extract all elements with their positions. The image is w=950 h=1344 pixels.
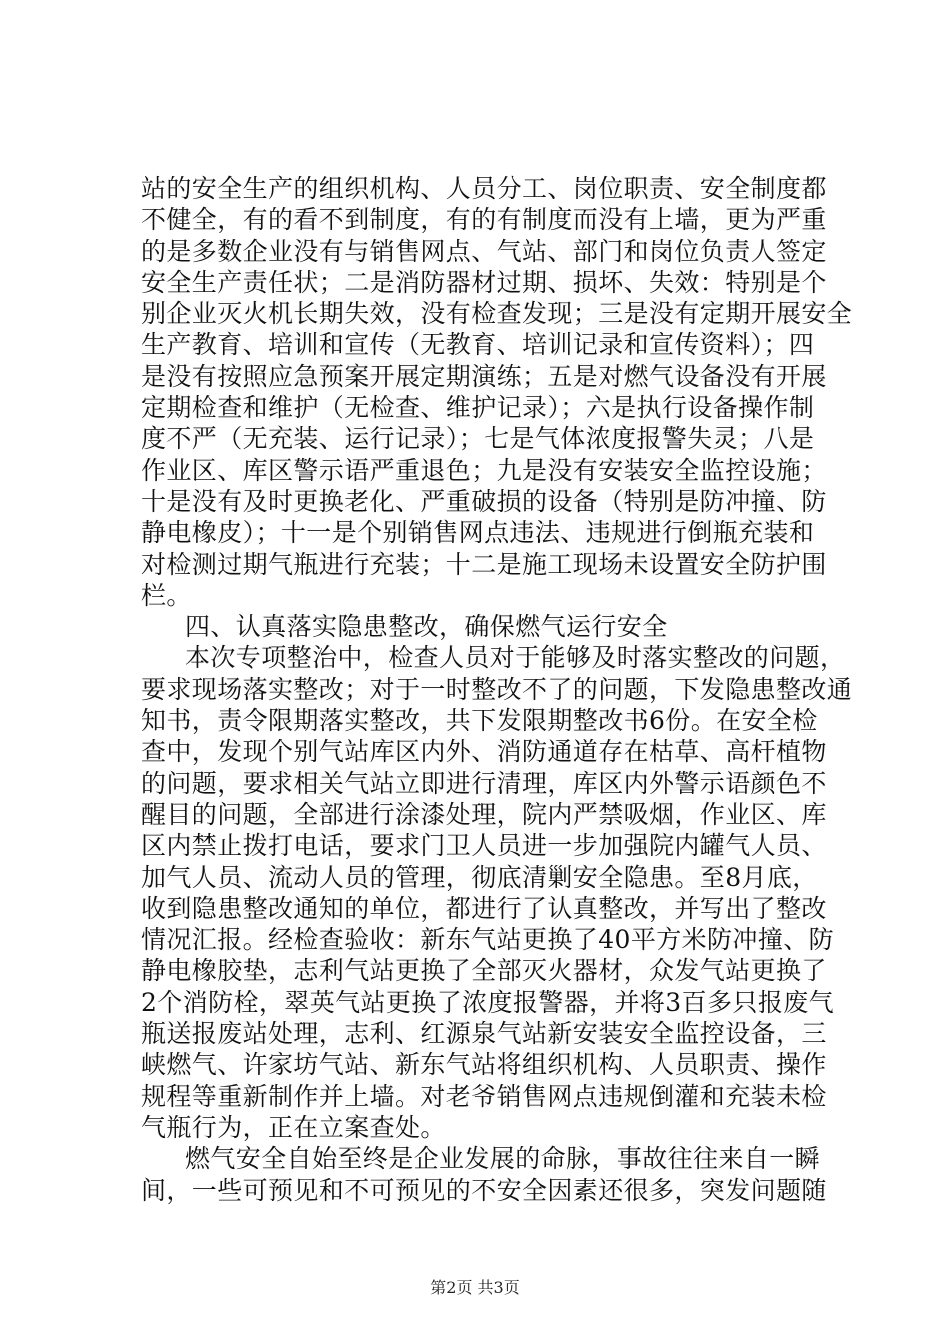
text-line: 醒目的问题，全部进行涂漆处理，院内严禁吸烟，作业区、库: [141, 799, 827, 829]
text-line: 不健全，有的看不到制度，有的有制度而没有上墙，更为严重: [141, 205, 827, 235]
body-text: [141, 173, 853, 1206]
text-line: 知书，责令限期落实整改，共下发限期整改书6份。在安全检: [141, 706, 818, 736]
text-line: 区内禁止拨打电话，要求门卫人员进一步加强院内罐气人员、: [141, 831, 827, 861]
text-line: 2个消防栓，翠英气站更换了浓度报警器，并将3百多只报废气: [141, 987, 835, 1017]
text-line: 峡燃气、许家坊气站、新东气站将组织机构、人员职责、操作: [141, 1050, 827, 1080]
text-line: 的问题，要求相关气站立即进行清理，库区内外警示语颜色不: [141, 768, 827, 798]
text-line: 站的安全生产的组织机构、人员分工、岗位职责、安全制度都: [141, 174, 827, 203]
text-line: 气瓶行为，正在立案查处。: [141, 1112, 446, 1142]
text-line: 收到隐患整改通知的单位，都进行了认真整改，并写出了整改: [141, 893, 827, 923]
text-line: 十是没有及时更换老化、严重破损的设备（特别是防冲撞、防: [141, 486, 827, 516]
text-line: 栏。: [141, 580, 192, 610]
text-line: 静电橡胶垫，志利气站更换了全部灭火器材，众发气站更换了: [141, 956, 827, 986]
text-line: 间，一些可预见和不可预见的不安全因素还很多，突发问题随: [141, 1175, 827, 1205]
text-line: 别企业灭火机长期失效，没有检查发现；三是没有定期开展安全: [141, 299, 853, 329]
text-line: 要求现场落实整改；对于一时整改不了的问题，下发隐患整改通: [141, 674, 853, 704]
text-line: 情况汇报。经检查验收：新东气站更换了40平方米防冲撞、防: [141, 925, 835, 955]
text-line: 查中，发现个别气站库区内外、消防通道存在枯草、高杆植物: [141, 737, 827, 767]
text-line: 度不严（无充装、运行记录）；七是气体浓度报警失灵；八是: [141, 424, 815, 454]
text-line: 是没有按照应急预案开展定期演练；五是对燃气设备没有开展: [141, 361, 827, 391]
section-heading: 四、认真落实隐患整改，确保燃气运行安全: [185, 612, 668, 642]
text-line: 作业区、库区警示语严重退色；九是没有安装安全监控设施；: [141, 455, 827, 485]
text-line: 加气人员、流动人员的管理，彻底清剿安全隐患。至8月底，: [141, 862, 818, 892]
text-line: 安全生产责任状；二是消防器材过期、损坏、失效：特别是个: [141, 267, 827, 297]
text-line: 生产教育、培训和宣传（无教育、培训记录和宣传资料）；四: [141, 330, 815, 360]
text-line: 规程等重新制作并上墙。对老爷销售网点违规倒灌和充装未检: [141, 1081, 827, 1111]
paragraph-start: 本次专项整治中，检查人员对于能够及时落实整改的问题，: [185, 643, 846, 673]
page-number-footer: 第2页 共3页: [430, 1278, 520, 1297]
text-line: 静电橡皮）；十一是个别销售网点违法、违规进行倒瓶充装和: [141, 518, 815, 548]
text-line: 瓶送报废站处理，志利、红源泉气站新安装安全监控设备，三: [141, 1019, 827, 1049]
paragraph-start: 燃气安全自始至终是企业发展的命脉，事故往往来自一瞬: [185, 1144, 821, 1174]
text-line: 对检测过期气瓶进行充装；十二是施工现场未设置安全防护围: [141, 549, 827, 579]
text-line: 的是多数企业没有与销售网点、气站、部门和岗位负责人签定: [141, 236, 827, 266]
text-line: 定期检查和维护（无检查、维护记录）；六是执行设备操作制: [141, 393, 815, 423]
